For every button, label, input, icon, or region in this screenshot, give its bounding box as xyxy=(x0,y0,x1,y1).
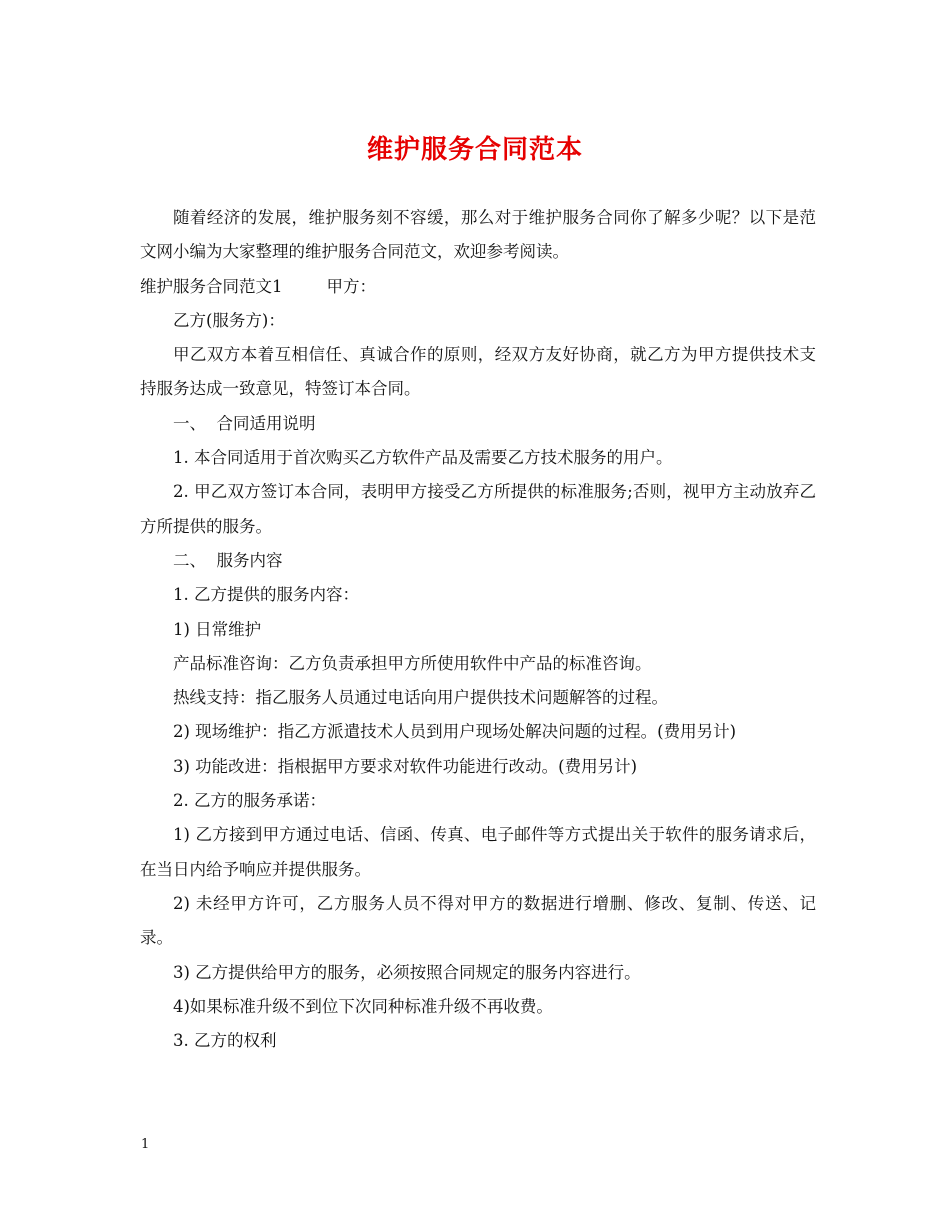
clause-2-1-2: 2) 现场维护：指乙方派遣技术人员到用户现场处解决问题的过程。(费用另计) xyxy=(173,722,737,742)
page-number: 1 xyxy=(141,1137,150,1152)
clause-2-3: 3. 乙方的权利 xyxy=(173,1031,277,1051)
hotline-item: 热线支持：指乙服务人员通过电话向用户提供技术问题解答的过程。 xyxy=(173,688,668,708)
clause-2-2-2: 2) 未经甲方许可，乙方服务人员不得对甲方的数据进行增删、修改、复制、传送、记录。 xyxy=(140,893,816,948)
clause-1-2: 2. 甲乙双方签订本合同，表明甲方接受乙方所提供的标准服务;否则，视甲方主动放弃乙方所提供的服务。 xyxy=(140,482,816,536)
party-b-label: 乙方(服务方)： xyxy=(173,310,285,330)
sample-heading: 维护服务合同范文1 xyxy=(140,276,283,296)
document-title: 维护服务合同范本 xyxy=(366,135,583,165)
section-heading-2: 二、 服务内容 xyxy=(173,550,283,570)
clause-1-1: 1. 本合同适用于首次购买乙方软件产品及需要乙方技术服务的用户。 xyxy=(173,448,673,468)
consulting-item: 产品标准咨询：乙方负责承担甲方所使用软件中产品的标准咨询。 xyxy=(173,653,652,673)
clause-2-2-1: 1) 乙方接到甲方通过电话、信函、传真、电子邮件等方式提出关于软件的服务请求后，在当日内给予响应并提供服务。 xyxy=(140,825,816,879)
clause-2-1-3: 3) 功能改进：指根据甲方要求对软件功能进行改动。(费用另计) xyxy=(173,756,638,776)
party-a-label: 甲方： xyxy=(326,276,376,296)
clause-2-1-1: 1) 日常维护 xyxy=(173,619,262,639)
preamble-paragraph: 甲乙双方本着互相信任、真诚合作的原则，经双方友好协商，就乙方为甲方提供技术支持服务达成一致意见，特签订本合同。 xyxy=(140,345,816,399)
clause-2-2-4: 4)如果标准升级不到位下次同种标准升级不再收费。 xyxy=(173,996,553,1016)
sample-heading-line xyxy=(140,270,816,304)
intro-paragraph: 随着经济的发展，维护服务刻不容缓，那么对于维护服务合同你了解多少呢？以下是范文网小编为大家整理的维护服务合同范文，欢迎参考阅读。 xyxy=(140,208,816,262)
clause-2-2-3: 3) 乙方提供给甲方的服务，必须按照合同规定的服务内容进行。 xyxy=(173,962,641,982)
document-body xyxy=(140,201,816,1058)
clause-2-1: 1. 乙方提供的服务内容： xyxy=(173,585,359,605)
section-heading-1: 一、 合同适用说明 xyxy=(173,413,316,433)
clause-2-2: 2. 乙方的服务承诺： xyxy=(173,791,326,811)
